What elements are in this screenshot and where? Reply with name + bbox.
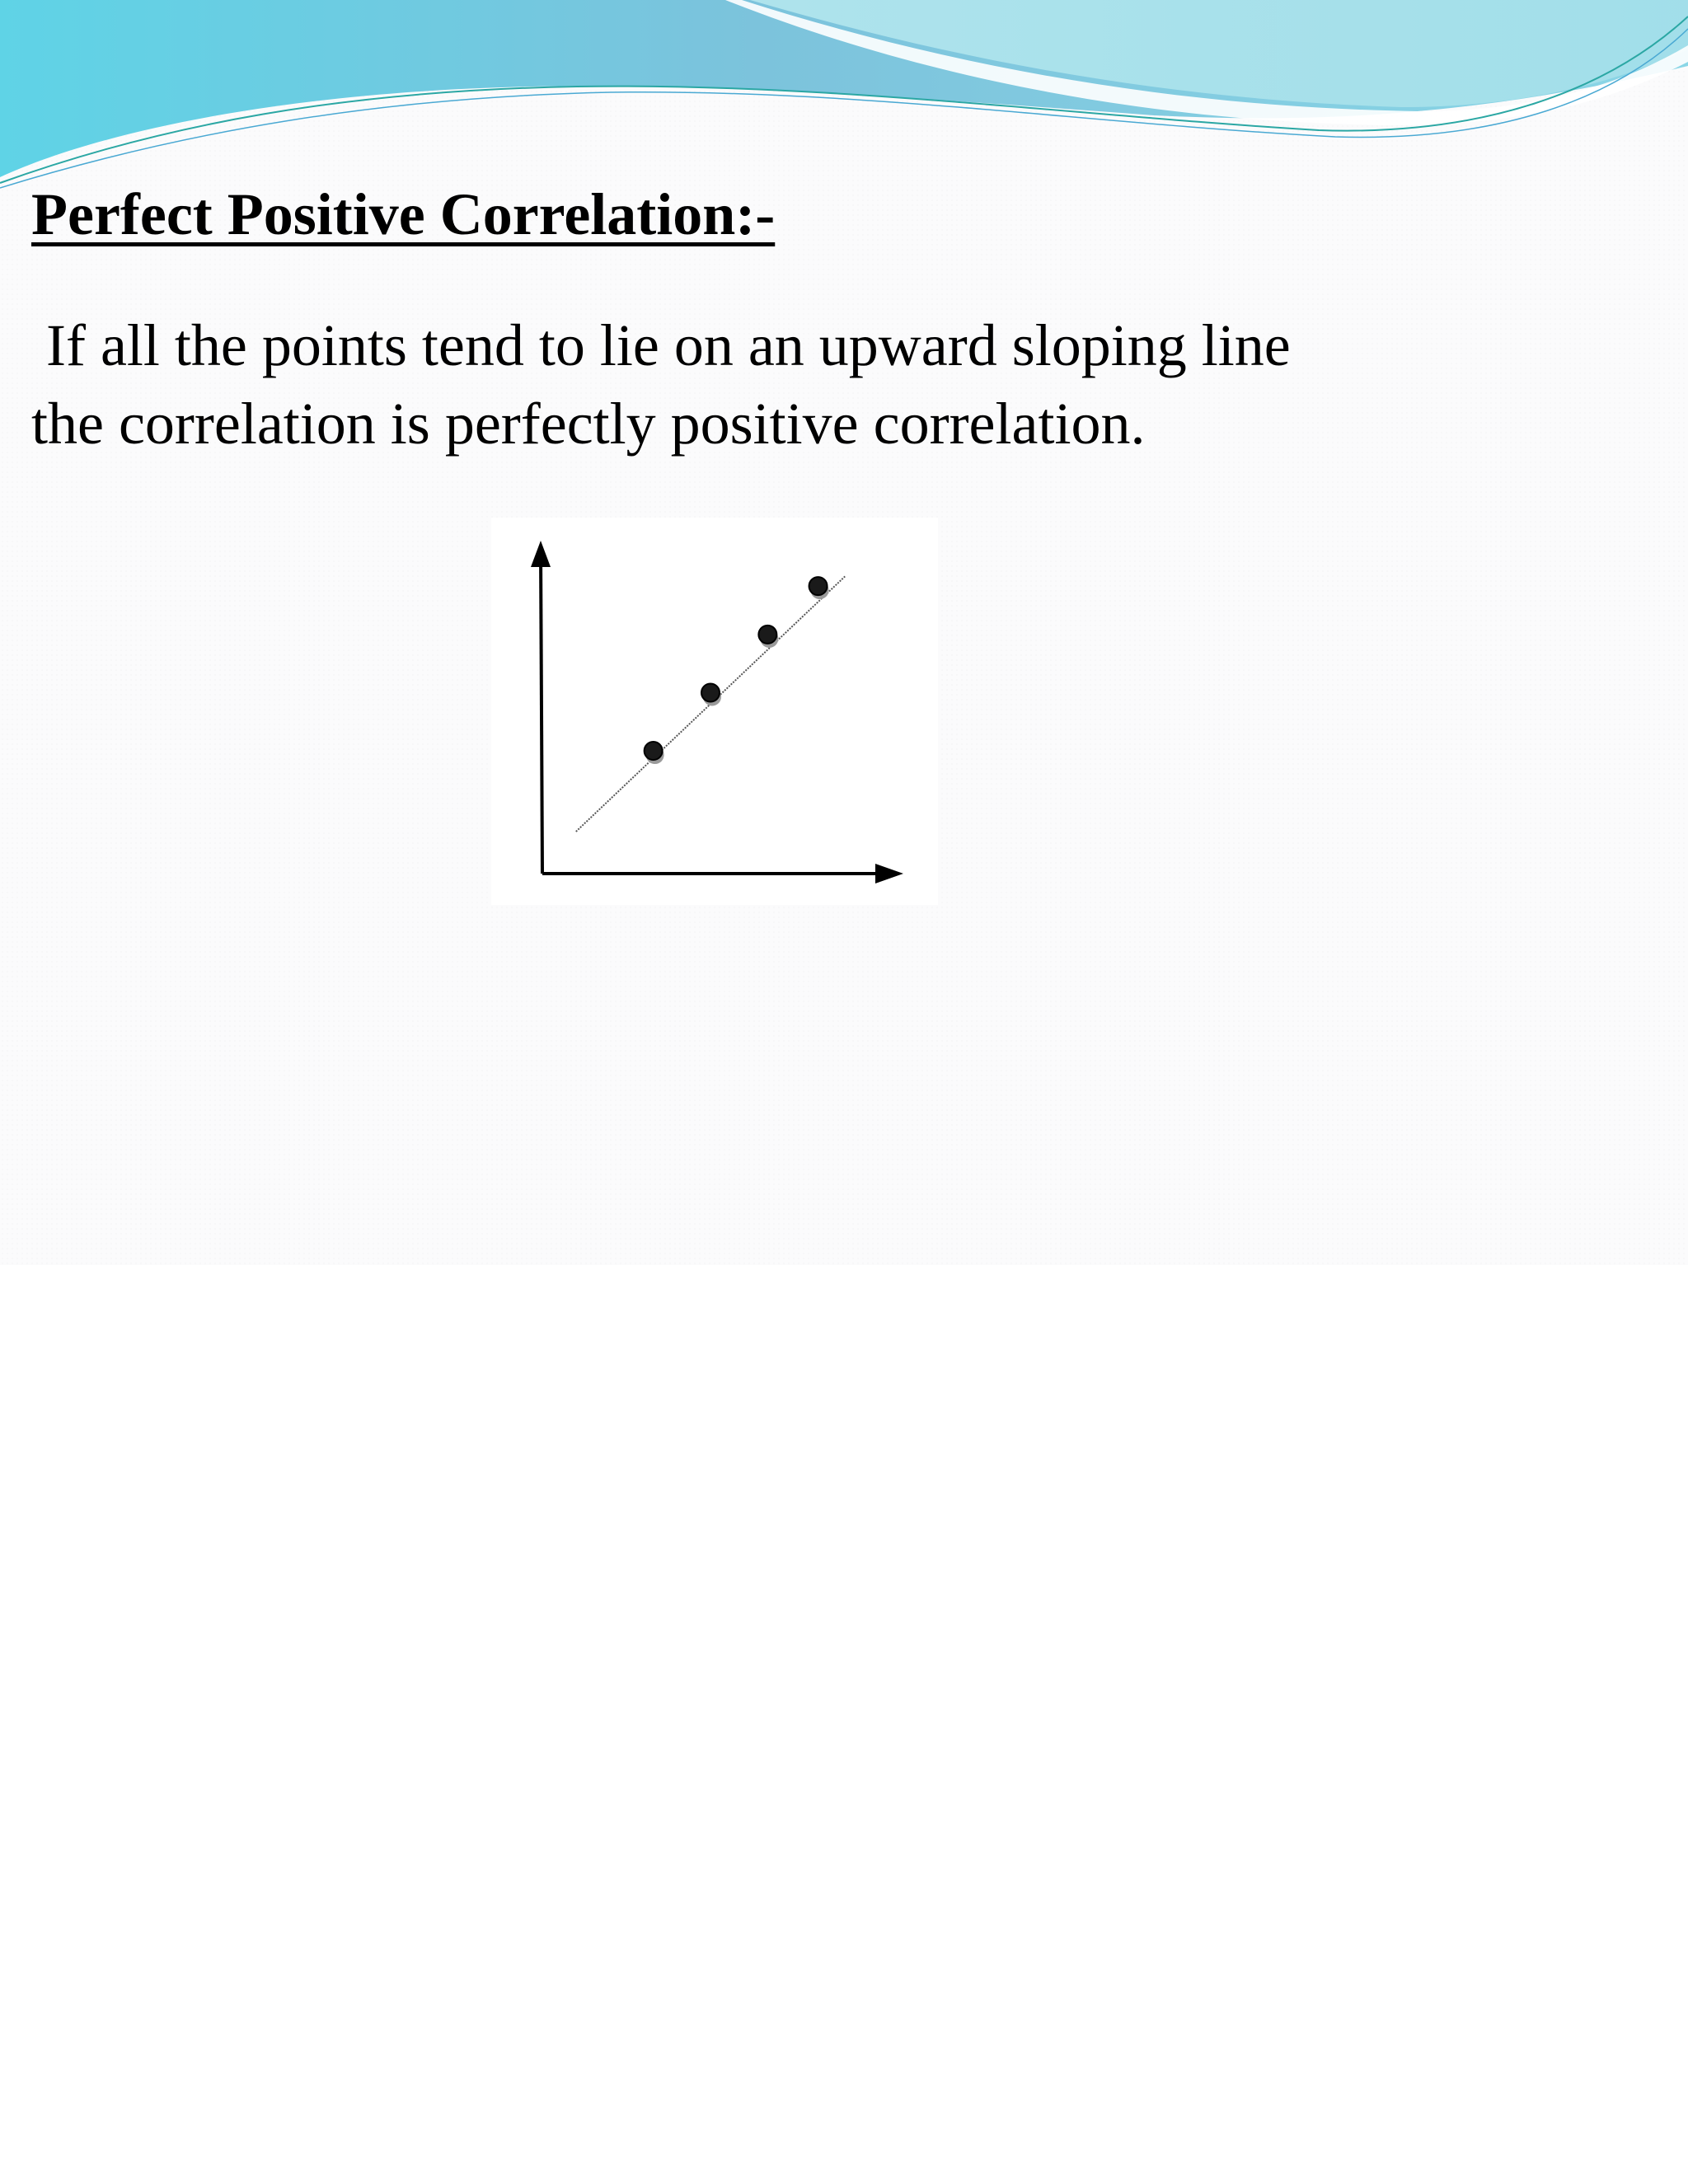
scatter-chart <box>491 518 938 905</box>
scatter-figure <box>491 518 938 905</box>
slide-title: Perfect Positive Correlation:- <box>31 181 776 247</box>
body-line-2: the correlation is perfectly positive correlation. <box>31 391 1146 457</box>
y-axis-arrow-icon <box>531 541 551 567</box>
x-axis-arrow-icon <box>875 864 903 883</box>
y-axis-line <box>541 551 542 874</box>
data-point <box>758 626 776 644</box>
plot-area <box>576 576 845 832</box>
data-point <box>809 577 828 595</box>
header-wave-decoration <box>0 0 1688 198</box>
body-line-1: If all the points tend to lie on an upward sloping line <box>31 312 1291 378</box>
data-point <box>701 683 720 701</box>
data-point <box>645 742 663 760</box>
slide-body-text <box>31 307 1482 463</box>
